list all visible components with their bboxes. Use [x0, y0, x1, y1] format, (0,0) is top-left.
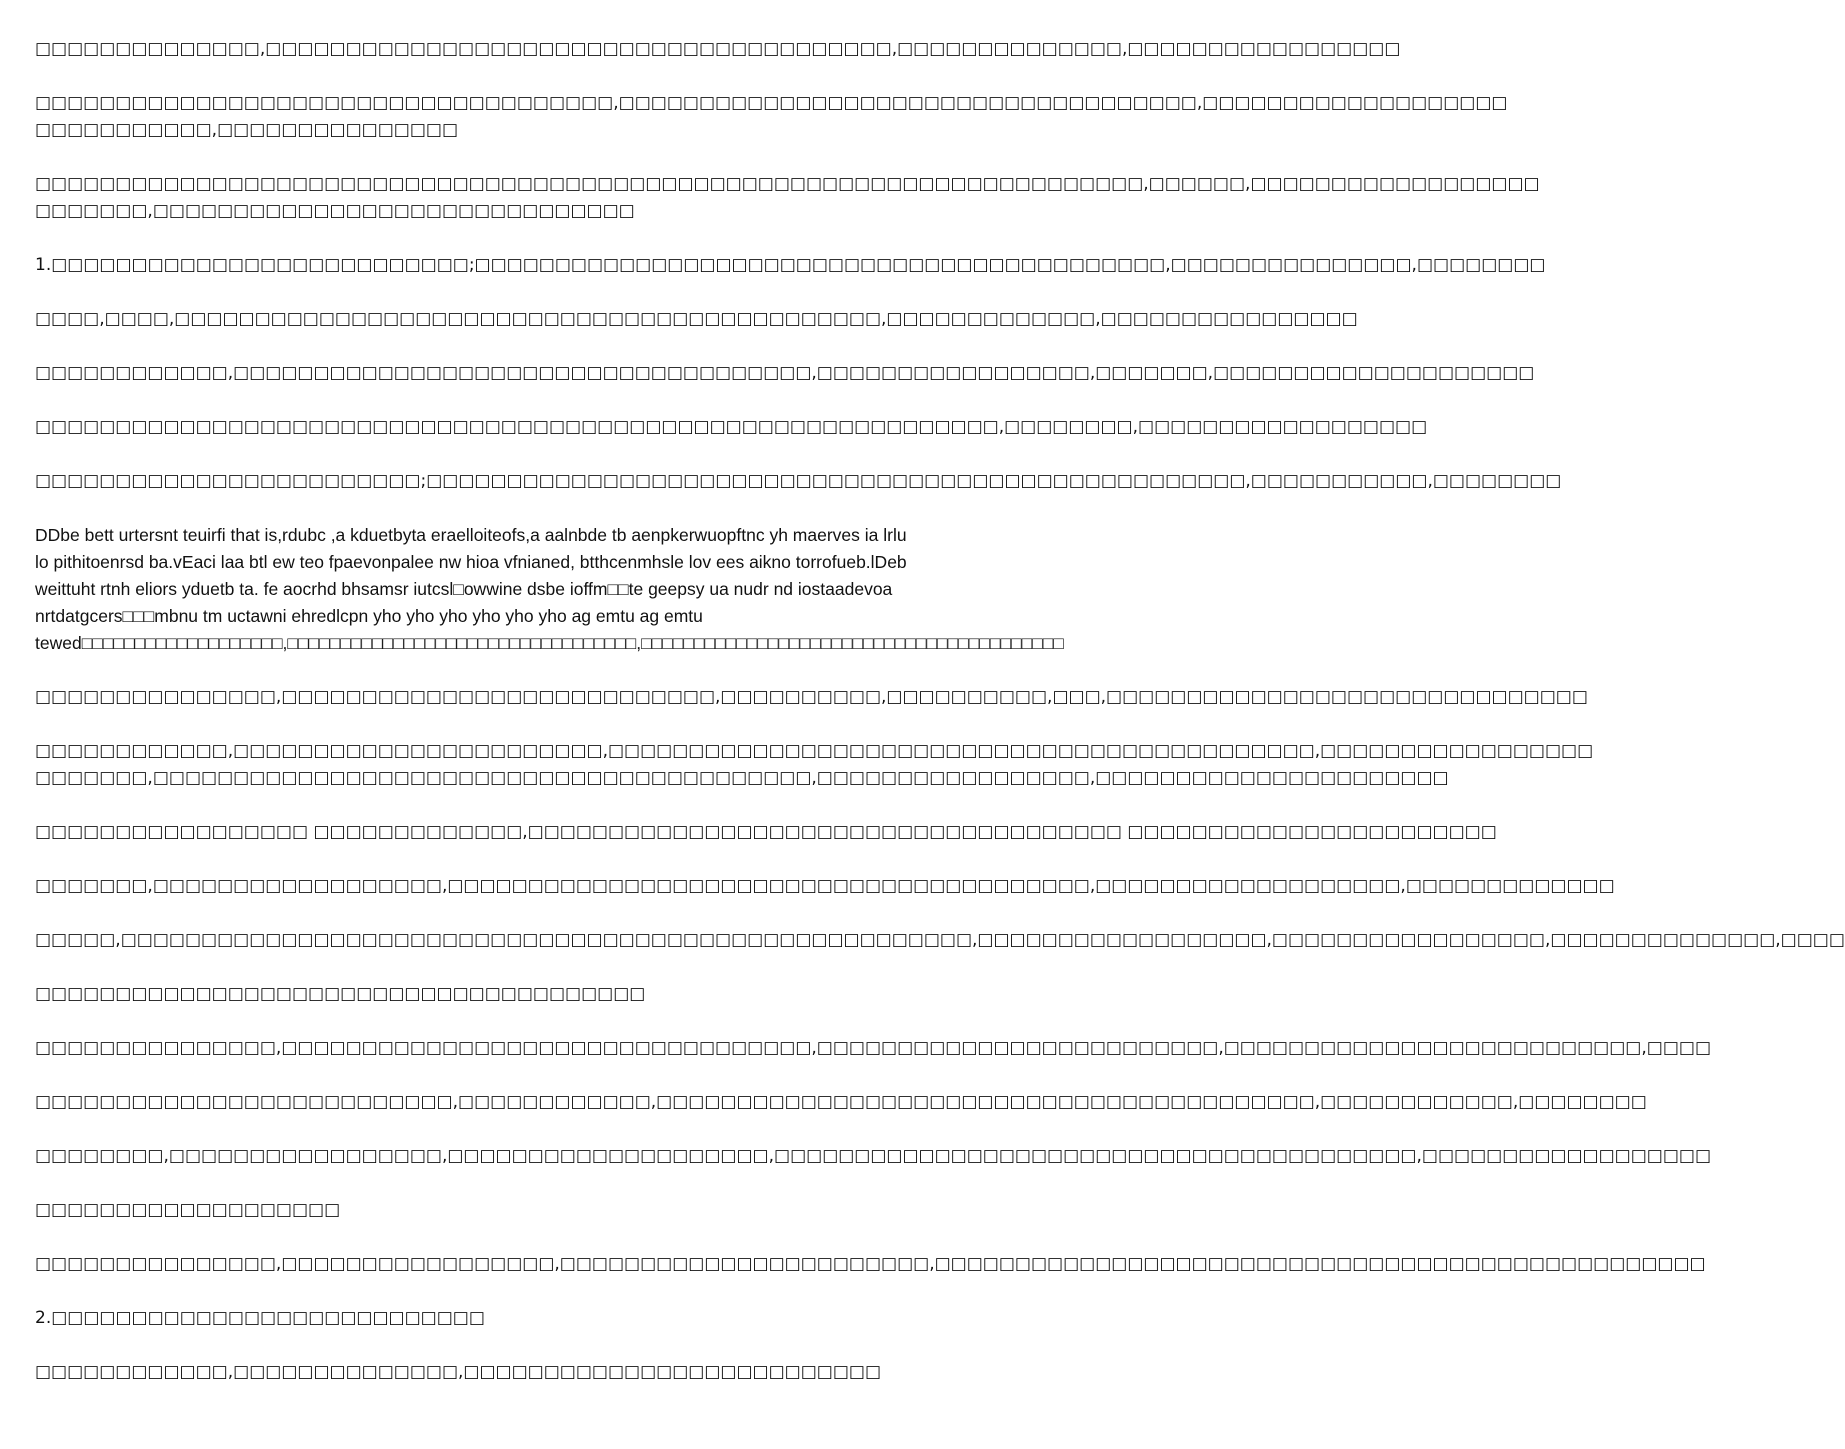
text-line: lo pithitoenrsd ba.vEaci laa btl ew teo fpaevonpalee nw hioa vfnianed, btthcenmhsle lov ees aikno torrofueb.lDeb: [35, 552, 907, 572]
paragraph: [35, 684, 1588, 711]
paragraph: [35, 873, 1615, 900]
paragraph: [35, 252, 1546, 279]
text-line: □□□□□□□□□□□□□□□□□ □□□□□□□□□□□□□,□□□□□□□□□□□□□□□□□□□□□□□□□□□□□□□□□□□□□ □□□□□□□□□□□□□□□□□□□□□□□: [35, 822, 1497, 842]
text-line: □□□□□□□□□□□□□□□□□□□□□□□□□□,□□□□□□□□□□□□,□□□□□□□□□□□□□□□□□□□□□□□□□□□□□□□□□□□□□□□□□,□□□□□□□□□□□□,□□□□□□□□: [35, 1092, 1647, 1112]
text-line: □□□□□□□□□□□□□□□,□□□□□□□□□□□□□□□□□□□□□□□□□□□,□□□□□□□□□□,□□□□□□□□□□,□□□,□□□□□□□□□□□□□□□□□□□□□□□□□□□□□□: [35, 687, 1588, 707]
text-line: weittuht rtnh eliors yduetb ta. fe aocrhd bhsamsr iutcsl□owwine dsbe ioffm□□te geepsy ua nudr nd iostaadevoa: [35, 579, 893, 599]
paragraph: [35, 1305, 989, 1332]
text-line: 1.□□□□□□□□□□□□□□□□□□□□□□□□□□;□□□□□□□□□□□□□□□□□□□□□□□□□□□□□□□□□□□□□□□□□□□,□□□□□□□□□□□□□□□,□□□□□□□□: [35, 255, 1546, 275]
paragraph: [35, 468, 1562, 495]
text-line: □□□□□□□,□□□□□□□□□□□□□□□□□□,□□□□□□□□□□□□□□□□□□□□□□□□□□□□□□□□□□□□□□□□,□□□□□□□□□□□□□□□□□□□,□□□□□□□□□□□□□: [35, 876, 1615, 896]
paragraph: [35, 1197, 989, 1224]
text-line: □□□□□□□□□□□□,□□□□□□□□□□□□□□□□□□□□□□□,□□□□□□□□□□□□□□□□□□□□□□□□□□□□□□□□□□□□□□□□□□□□,□□□□□□□□□□□□□□□□□: [35, 741, 1594, 761]
paragraph: [35, 1035, 1712, 1062]
paragraph: [35, 1359, 989, 1386]
text-line: □□□□□□□,□□□□□□□□□□□□□□□□□□□□□□□□□□□□□□: [35, 201, 635, 221]
document-body: [35, 36, 1845, 1413]
text-line: □□□□□□□□□□□,□□□□□□□□□□□□□□□: [35, 120, 459, 140]
paragraph: [35, 414, 1428, 441]
paragraph: [35, 306, 1358, 333]
paragraph: [35, 36, 1401, 63]
text-line: □□□□□□□□□□□□□□□□□□□□□□□□□□□□□□□□□□□□,□□□□□□□□□□□□□□□□□□□□□□□□□□□□□□□□□□□□,□□□□□□□□□□□□□□□□□□□: [35, 93, 1508, 113]
paragraph: [35, 981, 989, 1008]
paragraph: [35, 360, 1535, 387]
paragraph: [35, 522, 1064, 657]
paragraph: [35, 1251, 1706, 1278]
paragraph: [35, 171, 1540, 225]
paragraph: [35, 819, 1497, 846]
text-line: □□□□□,□□□□□□□□□□□□□□□□□□□□□□□□□□□□□□□□□□□□□□□□□□□□□□□□□□□□□,□□□□□□□□□□□□□□□□□□,□□□□□□□□□□□□□□□□□,□□□□□□□□□□□□□□,□□□□: [35, 930, 1845, 950]
text-line: 2.□□□□□□□□□□□□□□□□□□□□□□□□□□□: [35, 1308, 485, 1328]
paragraph: [35, 1089, 1647, 1116]
paragraph: [35, 90, 1508, 144]
text-line: □□□□□□□,□□□□□□□□□□□□□□□□□□□□□□□□□□□□□□□□□□□□□□□□□,□□□□□□□□□□□□□□□□□,□□□□□□□□□□□□□□□□□□□□□□: [35, 768, 1449, 788]
text-line: nrtdatgcers□□□mbnu tm uctawni ehredlcpn yho yho yho yho yho yho ag emtu ag emtu: [35, 606, 703, 626]
text-line: □□□□□□□□□□□□□□□,□□□□□□□□□□□□□□□□□,□□□□□□□□□□□□□□□□□□□□□□□,□□□□□□□□□□□□□□□□□□□□□□□□□□□□□□□□□□□□□□□□□□□□□□□□: [35, 1254, 1706, 1274]
text-line: tewed□□□□□□□□□□□□□□□□□□□,□□□□□□□□□□□□□□□□□□□□□□□□□□□□□□□□□,□□□□□□□□□□□□□□□□□□□□□□□□□□□□□□□□□□□□□□□□: [35, 633, 1064, 653]
text-line: □□□□,□□□□,□□□□□□□□□□□□□□□□□□□□□□□□□□□□□□□□□□□□□□□□□□□□,□□□□□□□□□□□□□,□□□□□□□□□□□□□□□□: [35, 309, 1358, 329]
text-line: □□□□□□□□□□□□,□□□□□□□□□□□□□□□□□□□□□□□□□□□□□□□□□□□□,□□□□□□□□□□□□□□□□□,□□□□□□□,□□□□□□□□□□□□□□□□□□□□: [35, 363, 1535, 383]
text-line: □□□□□□□□□□□□□□□□□□□□□□□□□□□□□□□□□□□□□□□□□□□□□□□□□□□□□□□□□□□□,□□□□□□□□,□□□□□□□□□□□□□□□□□□: [35, 417, 1428, 437]
text-line: □□□□□□□□□□□□□□□□□□□□□□□□□□□□□□□□□□□□□□□□□□□□□□□□□□□□□□□□□□□□□□□□□□□□□,□□□□□□,□□□□□□□□□□□□□□□□□□: [35, 174, 1540, 194]
paragraph: [35, 738, 1594, 792]
paragraph: [35, 927, 1845, 954]
text-line: □□□□□□□□□□□□,□□□□□□□□□□□□□□,□□□□□□□□□□□□□□□□□□□□□□□□□□: [35, 1362, 882, 1382]
text-line: □□□□□□□□□□□□□□□,□□□□□□□□□□□□□□□□□□□□□□□□□□□□□□□□□,□□□□□□□□□□□□□□□□□□□□□□□□□,□□□□□□□□□□□□□□□□□□□□□□□□□□,□□□□: [35, 1038, 1712, 1058]
paragraph: [35, 1143, 1712, 1170]
text-line: DDbe bett urtersnt teuirfi that is,rdubc ,a kduetbyta eraelloiteofs,a aalnbde tb aenpkerwuopftnc yh maerves ia lrlu: [35, 525, 907, 545]
text-line: □□□□□□□□,□□□□□□□□□□□□□□□□□,□□□□□□□□□□□□□□□□□□□□,□□□□□□□□□□□□□□□□□□□□□□□□□□□□□□□□□□□□□□□□,□□□□□□□□□□□□□□□□□□: [35, 1146, 1712, 1166]
text-line: □□□□□□□□□□□□□□□□□□□□□□□□□□□□□□□□□□□□□□: [35, 984, 646, 1004]
text-line: □□□□□□□□□□□□□□□□□□□□□□□□;□□□□□□□□□□□□□□□□□□□□□□□□□□□□□□□□□□□□□□□□□□□□□□□□□□□,□□□□□□□□□□□,□□□□□□□□: [35, 471, 1562, 491]
text-line: □□□□□□□□□□□□□□□□□□□: [35, 1200, 341, 1220]
text-line: □□□□□□□□□□□□□□,□□□□□□□□□□□□□□□□□□□□□□□□□□□□□□□□□□□□□□□,□□□□□□□□□□□□□□,□□□□□□□□□□□□□□□□□: [35, 39, 1401, 59]
